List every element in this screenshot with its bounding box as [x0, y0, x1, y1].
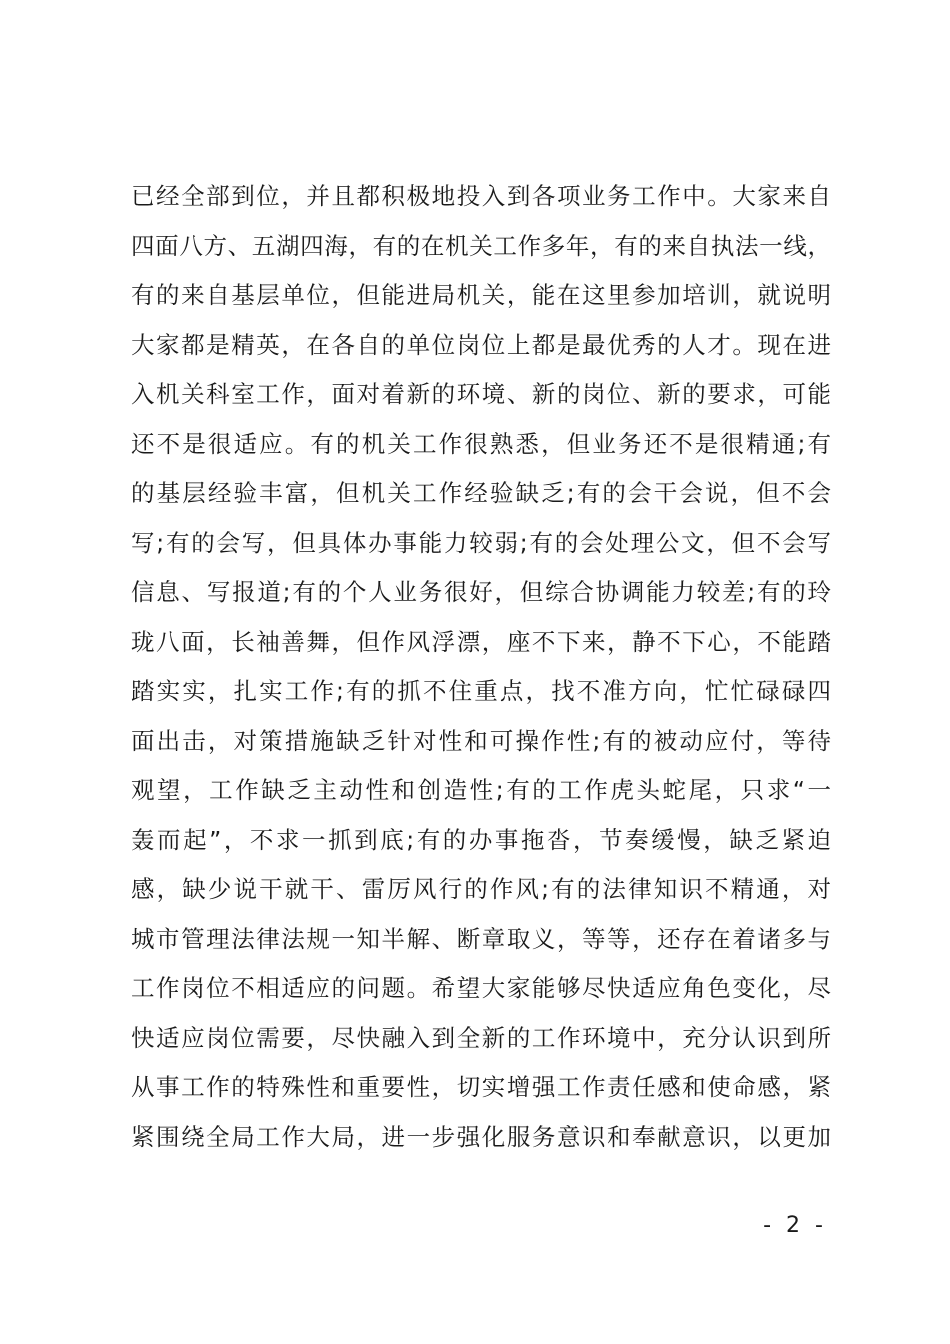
text-line: 从事工作的特殊性和重要性，切实增强工作责任感和使命感，紧 — [131, 1073, 831, 1101]
text-line: 观望，工作缺乏主动性和创造性;有的工作虎头蛇尾，只求“一 — [131, 776, 831, 804]
text-line: 珑八面，长袖善舞，但作风浮漂，座不下来，静不下心，不能踏 — [131, 627, 831, 656]
text-line: 还不是很适应。有的机关工作很熟悉，但业务还不是很精通;有 — [131, 429, 831, 458]
text-line: 信息、写报道;有的个人业务很好，但综合协调能力较差;有的玲 — [131, 578, 831, 606]
text-line: 快适应岗位需要，尽快融入到全新的工作环境中，充分认识到所 — [131, 1023, 831, 1052]
text-line: 有的来自基层单位，但能进局机关，能在这里参加培训，就说明 — [131, 281, 831, 309]
page-number: - 2 - — [763, 1213, 827, 1238]
text-line: 轰而起”，不求一抓到底;有的办事拖沓，节奏缓慢，缺乏紧迫 — [131, 825, 831, 854]
text-line: 大家都是精英，在各自的单位岗位上都是最优秀的人才。现在进 — [131, 330, 831, 359]
text-line: 面出击，对策措施缺乏针对性和可操作性;有的被动应付，等待 — [131, 726, 831, 755]
text-line: 踏实实，扎实工作;有的抓不住重点，找不准方向，忙忙碌碌四 — [131, 677, 831, 705]
text-line: 的基层经验丰富，但机关工作经验缺乏;有的会干会说，但不会 — [131, 479, 831, 507]
text-line: 城市管理法律法规一知半解、断章取义，等等，还存在着诸多与 — [131, 924, 831, 953]
text-line: 紧围绕全局工作大局，进一步强化服务意识和奉献意识，以更加 — [131, 1122, 831, 1151]
text-line: 写;有的会写，但具体办事能力较弱;有的会处理公文，但不会写 — [131, 528, 831, 557]
text-line: 感，缺少说干就干、雷厉风行的作风;有的法律知识不精通，对 — [131, 875, 831, 903]
text-line: 入机关科室工作，面对着新的环境、新的岗位、新的要求，可能 — [131, 380, 831, 408]
body-paragraph — [131, 172, 831, 1162]
text-line: 已经全部到位，并且都积极地投入到各项业务工作中。大家来自 — [131, 182, 831, 210]
text-line: 工作岗位不相适应的问题。希望大家能够尽快适应角色变化，尽 — [131, 974, 831, 1002]
text-line: 四面八方、五湖四海，有的在机关工作多年，有的来自执法一线， — [131, 231, 831, 260]
